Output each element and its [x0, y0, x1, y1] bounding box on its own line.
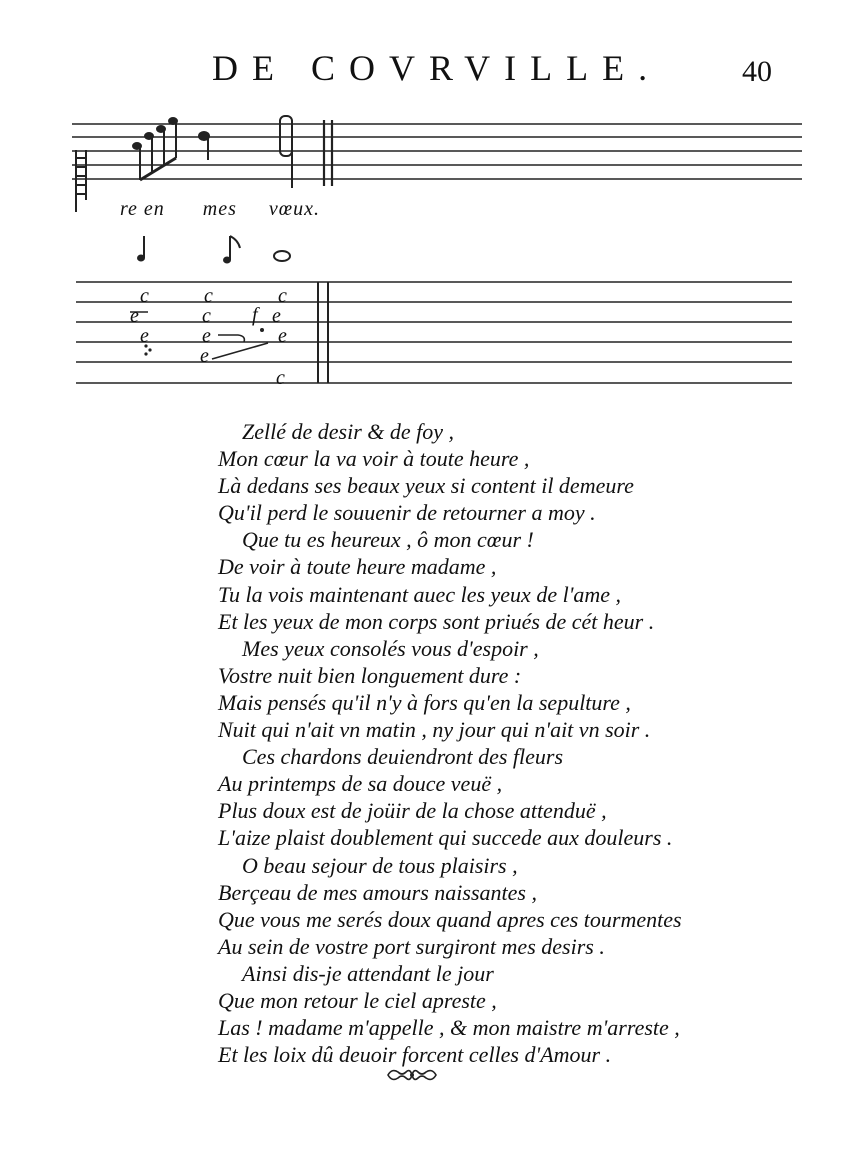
poem-line: Là dedans ses beaux yeux si content il demeure: [218, 473, 634, 499]
page-number: 40: [742, 55, 772, 88]
poem-line: Plus doux est de joüir de la chose attenduë ,: [218, 798, 607, 824]
tablature-letter: e: [130, 305, 139, 327]
rhythm-signs: [138, 236, 290, 263]
barline: [324, 120, 332, 186]
lyric-syllable: vœux.: [268, 198, 320, 220]
tablature-letter: e: [200, 345, 209, 367]
tablature-letter: e: [272, 305, 281, 327]
note-icon: [280, 116, 292, 188]
tablature-letter: e: [140, 325, 149, 347]
poem-line: Que tu es heureux , ô mon cœur !: [242, 527, 534, 553]
poem-line: Au printemps de sa douce veuë ,: [218, 771, 503, 797]
poem-line: Vostre nuit bien longuement dure :: [218, 662, 522, 688]
poem-line: Que vous me serés doux quand apres ces tourmentes: [218, 906, 682, 932]
tablature-letter: c: [276, 367, 285, 389]
tablature-staff: [76, 282, 792, 383]
poem-line: Berçeau de mes amours naissantes ,: [218, 879, 537, 905]
poem-line: Mon cœur la va voir à toute heure ,: [218, 446, 530, 472]
lyrics-line: [120, 198, 346, 221]
poem-line: Ainsi dis-je attendant le jour: [242, 960, 494, 986]
poem-line: Tu la vois maintenant auec les yeux de l'ame ,: [218, 581, 622, 607]
poem-line: Et les loix dû deuoir forcent celles d'Amour .: [218, 1042, 612, 1068]
tablature-letter: e: [278, 325, 287, 347]
tablature-letter: f: [252, 304, 258, 326]
poem-line: Au sein de vostre port surgiront mes desirs .: [218, 933, 605, 959]
poem-line: Zellé de desir & de foy ,: [242, 419, 455, 444]
tablature-letter: c: [278, 285, 287, 307]
tablature-letter: e: [202, 325, 211, 347]
lyric-syllable: mes: [202, 198, 237, 220]
tablature-letter: c: [204, 285, 213, 307]
poem-text: [218, 418, 838, 1068]
poem-line: Las ! madame m'appelle , & mon maistre m'arreste ,: [218, 1015, 680, 1041]
barline: [318, 282, 328, 383]
tablature-slur: [130, 312, 268, 359]
vocal-staff: [72, 124, 802, 179]
fleuron-icon: [384, 1066, 440, 1084]
poem-line: Et les yeux de mon corps sont priués de cét heur .: [218, 608, 655, 634]
poem-line: Qu'il perd le souuenir de retourner a moy .: [218, 500, 596, 526]
poem-line: Ces chardons deuiendront des fleurs: [242, 744, 564, 770]
poem-line: Mes yeux consolés vous d'espoir ,: [242, 635, 539, 661]
tablature-letter: c: [140, 285, 149, 307]
poem-line: O beau sejour de tous plaisirs ,: [242, 852, 518, 878]
lyric-syllable: re en: [120, 198, 165, 220]
poem-line: De voir à toute heure madame ,: [218, 554, 497, 580]
poem-line: Nuit qui n'ait vn matin , ny jour qui n'ait vn soir .: [218, 717, 651, 743]
tablature-letter: c: [202, 305, 211, 327]
clef-icon: [76, 150, 86, 212]
note-group: [133, 118, 209, 180]
page-title: DE COVRVILLE.: [212, 48, 662, 88]
poem-line: Que mon retour le ciel apreste ,: [218, 987, 497, 1013]
poem-line: Mais pensés qu'il n'y à fors qu'en la sepulture ,: [218, 689, 631, 715]
poem-line: L'aize plaist doublement qui succede aux douleurs .: [218, 825, 673, 851]
